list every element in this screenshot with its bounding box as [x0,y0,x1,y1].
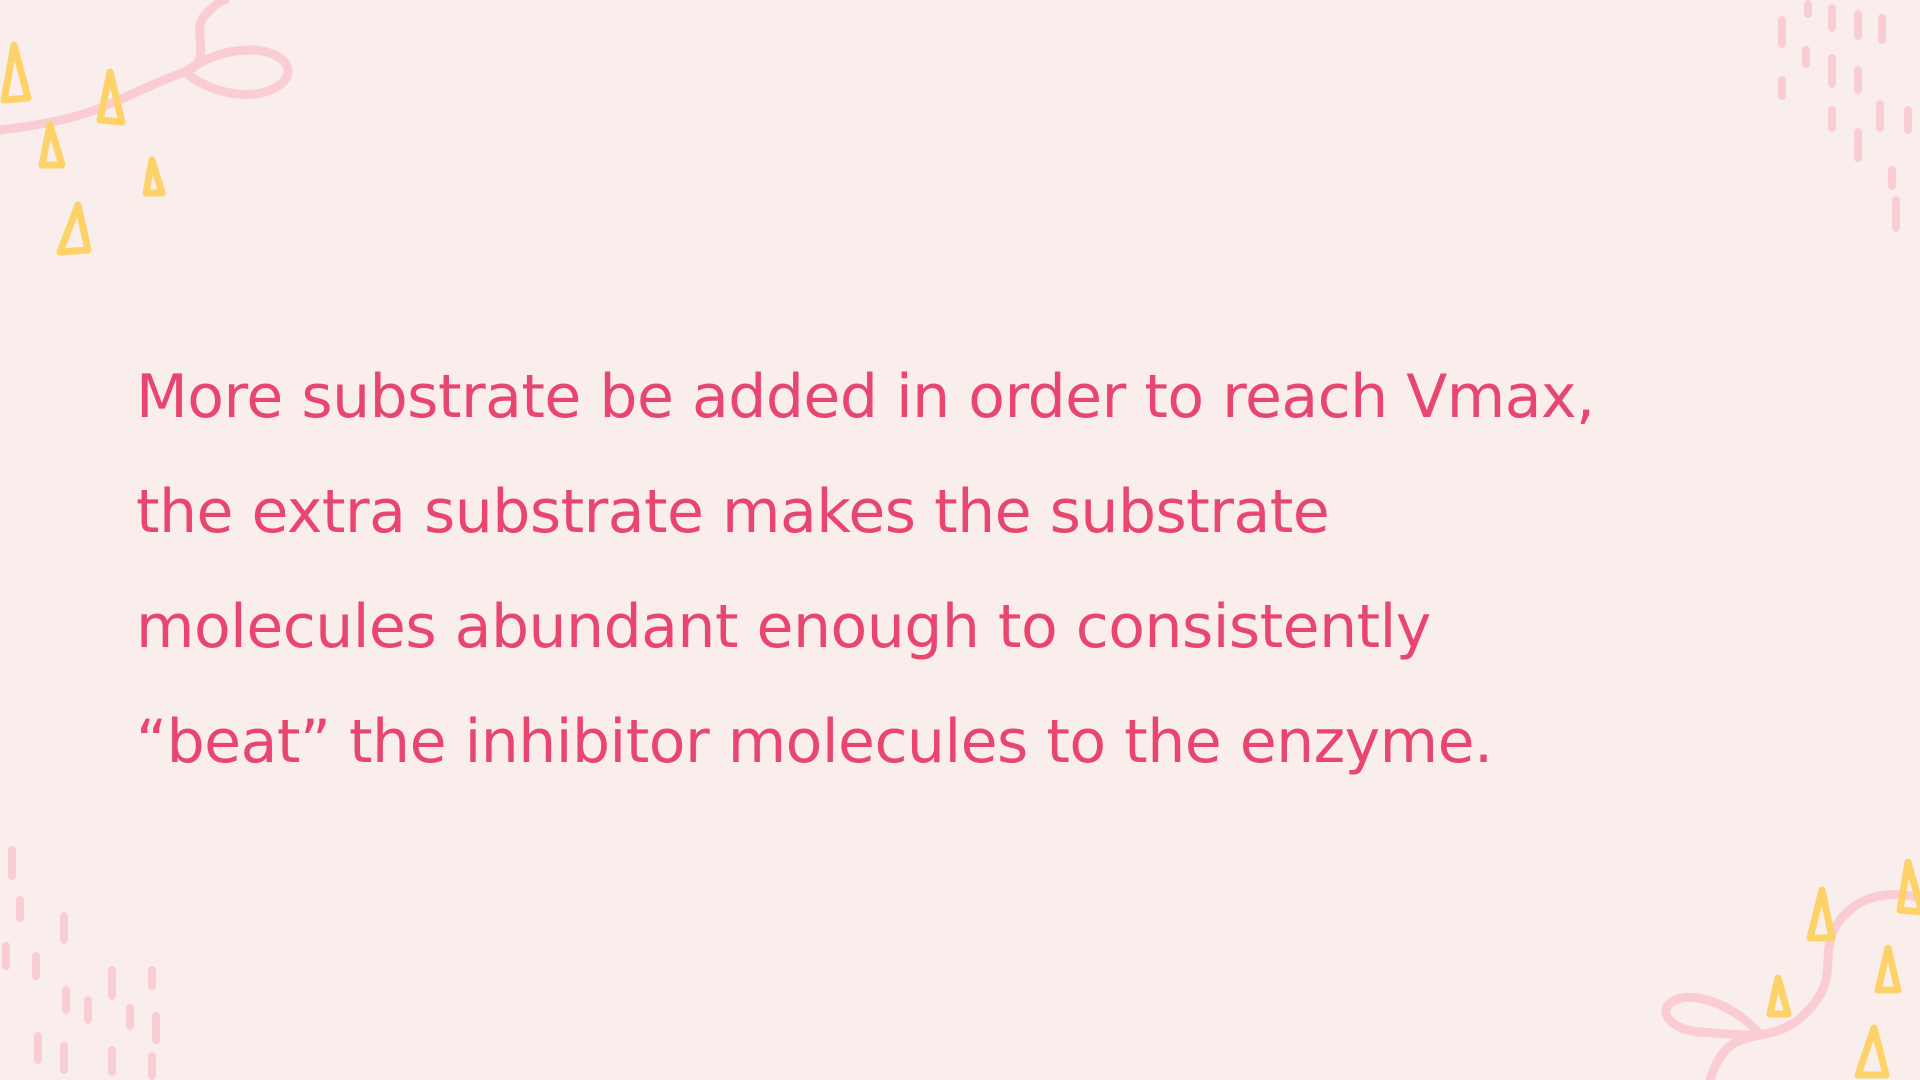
text-line: More substrate be added in order to reach Vmax, [136,362,1595,432]
swirl-triangles-decoration-icon [1660,850,1920,1080]
swirl-triangles-decoration-icon [0,0,300,270]
dash-dots-decoration-icon [0,840,170,1080]
text-line: the extra substrate makes the substrate [136,477,1330,547]
dash-dots-decoration-icon [1770,0,1920,240]
text-line: “beat” the inhibitor molecules to the enzyme. [136,707,1493,777]
body-text [136,340,1796,800]
text-line: molecules abundant enough to consistently [136,592,1431,662]
